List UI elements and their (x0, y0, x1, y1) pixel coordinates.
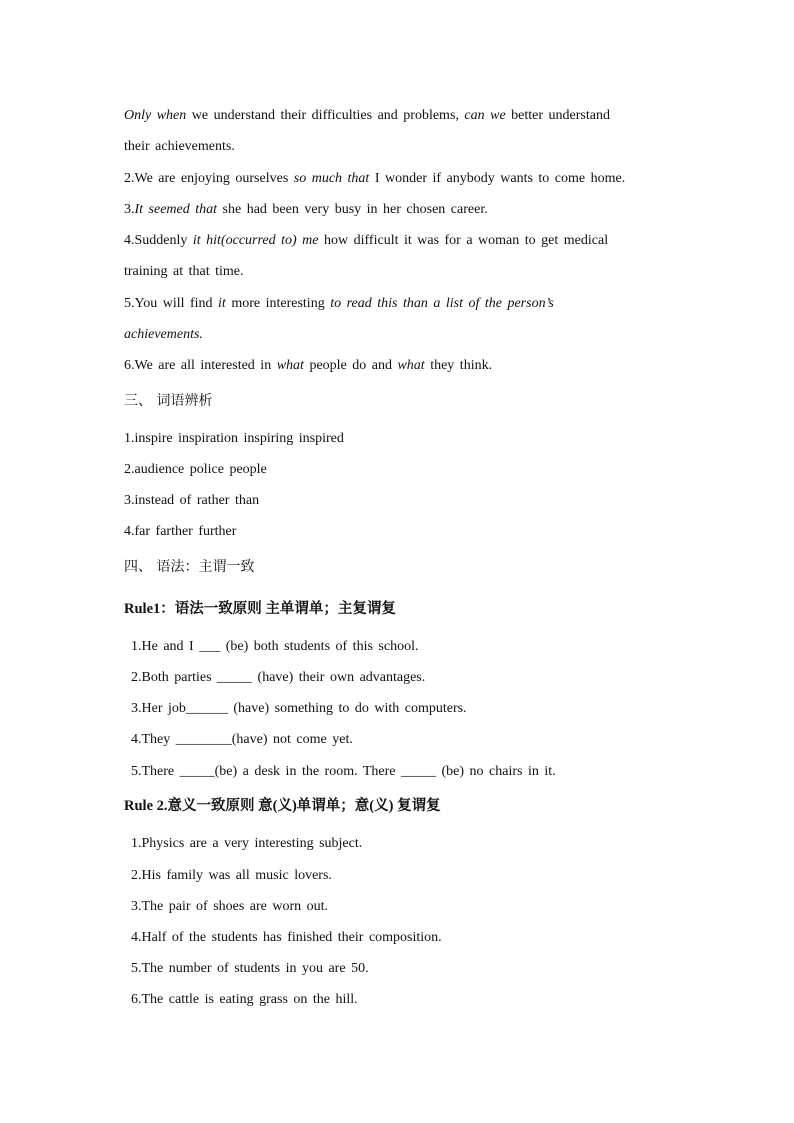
sentence-text: 3. (124, 202, 135, 217)
sentence-1-line-2: their achievements. (124, 139, 235, 154)
emphasis-phrase: so much that (293, 171, 370, 186)
word-item-4: 4.far farther further (124, 524, 237, 539)
sentence-5-line-2: achievements. (124, 327, 203, 342)
sentence-text: more interesting (225, 296, 331, 311)
rule-2-item-2: 2.His family was all music lovers. (131, 868, 332, 883)
section-4-heading: 四、 语法：主谓一致 (124, 559, 255, 575)
rule-2-item-1: 1.Physics are a very interesting subject. (131, 836, 363, 851)
emphasis-word: what (276, 358, 304, 373)
sentence-5-line-1 (124, 295, 554, 313)
word-item-2: 2.audience police people (124, 462, 267, 477)
sentence-text: 5.You will find (124, 296, 219, 311)
emphasis-phrase: It seemed that (134, 202, 218, 217)
sentence-text: how difficult it was for a woman to get medical (318, 233, 609, 248)
rule-1-item-2: 2.Both parties _____ (have) their own advantages. (131, 670, 426, 685)
sentence-text: people do and (303, 358, 398, 373)
rule-2-item-3: 3.The pair of shoes are worn out. (131, 899, 329, 914)
sentence-4-line-1 (124, 232, 608, 250)
word-item-1: 1.inspire inspiration inspiring inspired (124, 431, 344, 446)
word-item-3: 3.instead of rather than (124, 493, 260, 508)
emphasis-phrase: to read this than a list of the person’s (330, 296, 554, 311)
sentence-1-line-1 (124, 107, 610, 125)
rule-1-item-3: 3.Her job______ (have) something to do with computers. (131, 701, 467, 716)
rule-1-item-1: 1.He and I ___ (be) both students of this school. (131, 639, 419, 654)
rule-2-heading: Rule 2.意义一致原则 意(义)单谓单；意(义) 复谓复 (124, 798, 441, 814)
sentence-text: we understand their difficulties and problems, (186, 108, 465, 123)
rule-1-item-4: 4.They ________(have) not come yet. (131, 732, 353, 747)
sentence-3 (124, 201, 488, 219)
section-3-heading: 三、 词语辨析 (124, 393, 213, 409)
emphasis-word: what (397, 358, 425, 373)
emphasis-phrase: can we (464, 108, 506, 123)
rule-1-heading: Rule1：语法一致原则 主单谓单；主复谓复 (124, 601, 396, 617)
emphasis-phrase: it hit(occurred to) me (192, 233, 319, 248)
sentence-text: better understand (505, 108, 610, 123)
sentence-text: they think. (424, 358, 493, 373)
sentence-4-line-2: training at that time. (124, 264, 244, 279)
rule-2-item-4: 4.Half of the students has finished their composition. (131, 930, 442, 945)
sentence-text: 4.Suddenly (124, 233, 193, 248)
sentence-text: I wonder if anybody wants to come home. (369, 171, 626, 186)
emphasis-phrase: Only when (124, 108, 187, 123)
sentence-2 (124, 170, 625, 188)
sentence-6 (124, 357, 492, 375)
rule-2-item-6: 6.The cattle is eating grass on the hill. (131, 992, 358, 1007)
rule-1-item-5: 5.There _____(be) a desk in the room. There _____ (be) no chairs in it. (131, 764, 556, 779)
sentence-text: 2.We are enjoying ourselves (124, 171, 294, 186)
rule-2-item-5: 5.The number of students in you are 50. (131, 961, 369, 976)
emphasis-phrase: it (218, 296, 226, 311)
sentence-text: she had been very busy in her chosen career. (217, 202, 488, 217)
sentence-text: 6.We are all interested in (124, 358, 277, 373)
